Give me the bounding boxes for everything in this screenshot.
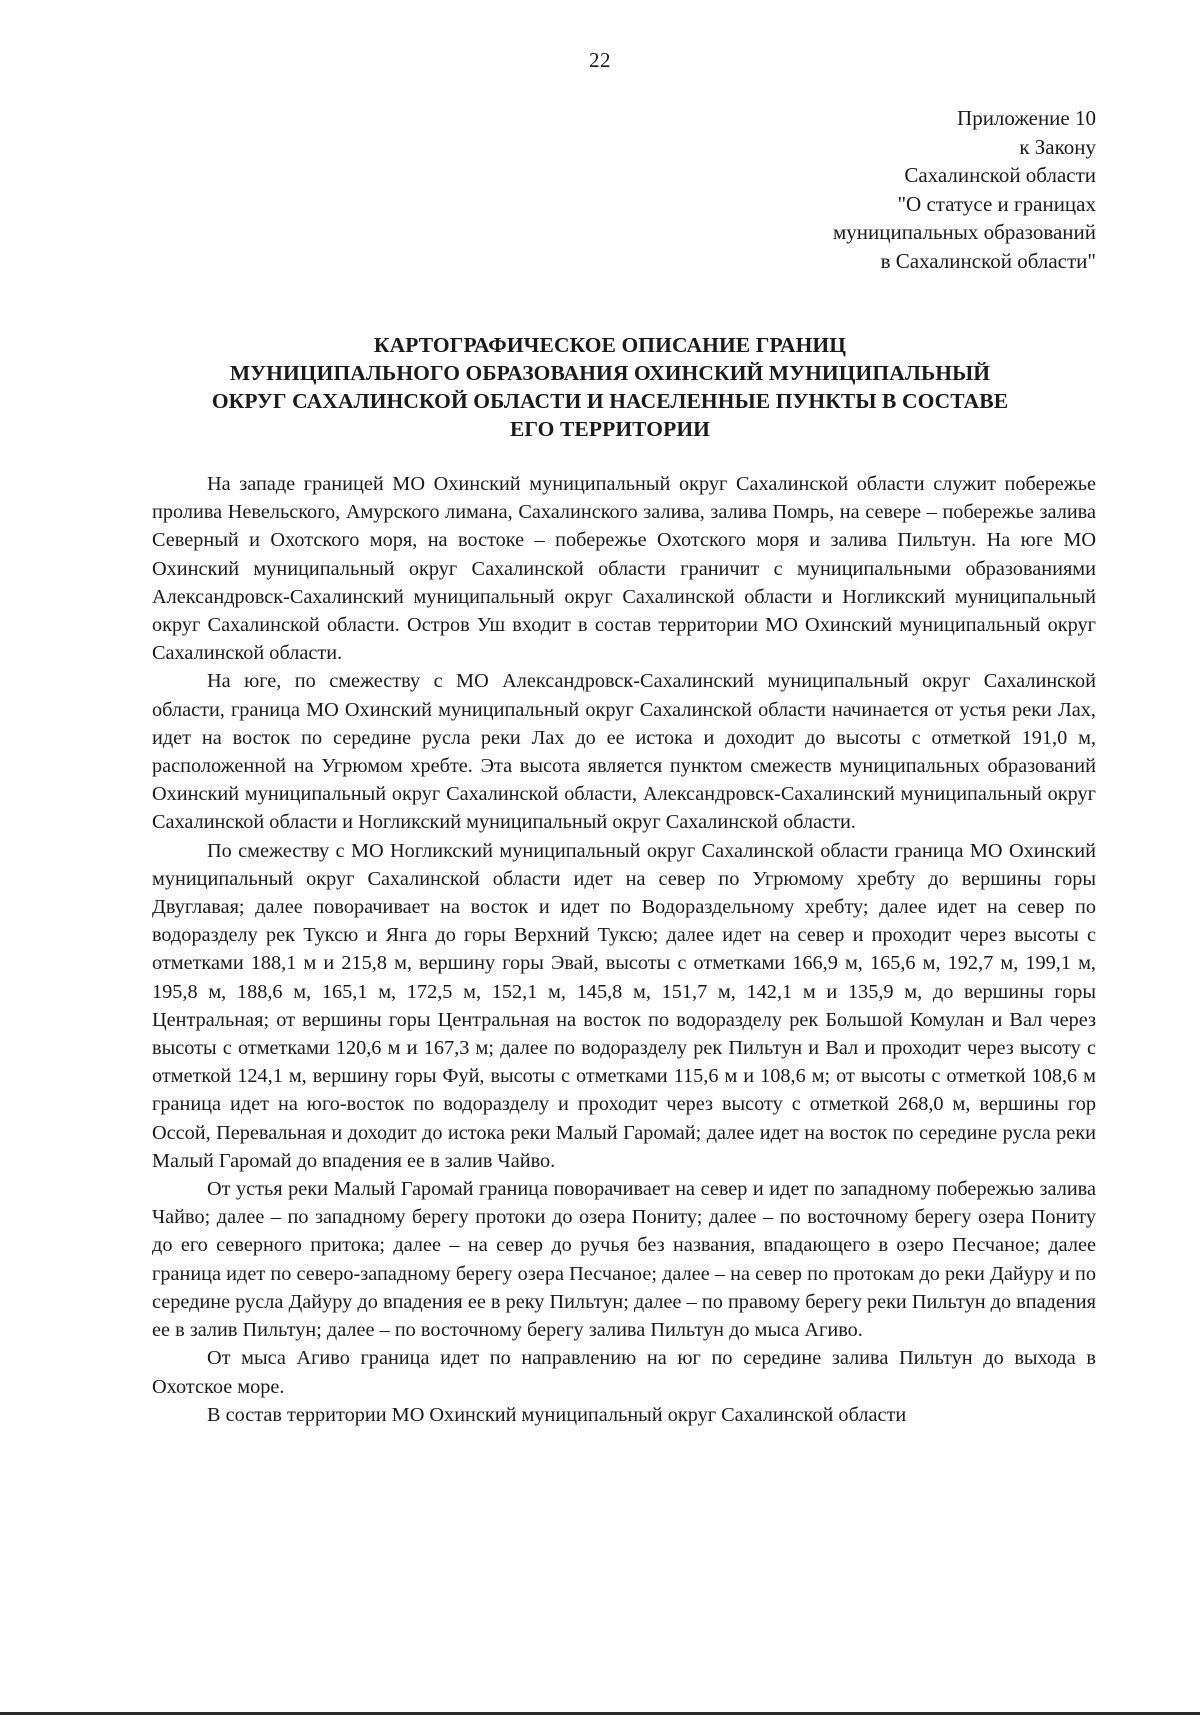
title-line: МУНИЦИПАЛЬНОГО ОБРАЗОВАНИЯ ОХИНСКИЙ МУНИЦИПАЛЬНЫЙ xyxy=(229,361,991,385)
appendix-line: Приложение 10 xyxy=(957,106,1096,130)
appendix-line: муниципальных образований xyxy=(833,220,1096,244)
body-paragraph: От мыса Агиво граница идет по направлению на юг по середине залива Пильтун до выхода в Охотское море. xyxy=(152,1347,1096,1398)
body-paragraph: На юге, по смежеству с МО Александровск-Сахалинский муниципальный округ Сахалинской области, граница МО Охинский муниципальный округ Сахалинской области начинается от устья реки Лах, идет на восток по середине русла реки Лах до ее истока и доходит до высоты с отметкой 191,0 м, расположенной на Угрюмом хребте. Эта высота является пунктом смежеств муниципальных образований Охинский муниципальный округ Сахалинской области, Александровск-Сахалинский муниципальный округ Сахалинской области и Ногликский муниципальный округ Сахалинской области. xyxy=(152,670,1096,834)
title-line: ЕГО ТЕРРИТОРИИ xyxy=(509,417,710,441)
appendix-line: к Закону xyxy=(1019,134,1096,159)
document-body xyxy=(152,470,1096,1429)
body-paragraph: От устья реки Малый Гаромай граница поворачивает на север и идет по западному побережью залива Чайво; далее – по западному берегу протоки до озера Пониту; далее – по восточному берегу озера Пониту до его северного притока; далее – на север до ручья без названия, впадающего в озеро Песчаное; далее граница идет по северо-западному берегу озера Песчаное; далее – на север по протокам до реки Дайуру и по середине русла Дайуру до впадения ее в реку Пильтун; далее – по правому берегу реки Пильтун до впадения ее в залив Пильтун; далее – по восточному берегу залива Пильтун до мыса Агиво. xyxy=(152,1178,1096,1342)
document-title xyxy=(150,331,1070,443)
appendix-line: Сахалинской области xyxy=(904,163,1096,187)
title-line: ОКРУГ САХАЛИНСКОЙ ОБЛАСТИ И НАСЕЛЕННЫЕ ПУНКТЫ В СОСТАВЕ xyxy=(211,389,1009,413)
appendix-line: в Сахалинской области" xyxy=(880,248,1096,273)
page-number: 22 xyxy=(589,48,611,72)
title-line: КАРТОГРАФИЧЕСКОЕ ОПИСАНИЕ ГРАНИЦ xyxy=(373,333,847,357)
appendix-line: "О статусе и границах xyxy=(897,191,1096,216)
body-paragraph: На западе границей МО Охинский муниципальный округ Сахалинской области служит побережье пролива Невельского, Амурского лимана, Сахалинского залива, залива Помрь, на севере – побережье залива Северный и Охотского моря, на востоке – побережье Охотского моря и залива Пильтун. На юге МО Охинский муниципальный округ Сахалинской области граничит с муниципальными образованиями Александровск-Сахалинский муниципальный округ Сахалинской области и Ногликский муниципальный округ Сахалинской области. Остров Уш входит в состав территории МО Охинский муниципальный округ Сахалинской области. xyxy=(152,473,1096,665)
body-paragraph: По смежеству с МО Ногликский муниципальный округ Сахалинской области граница МО Охинский муниципальный округ Сахалинской области идет на север по Угрюмому хребту до вершины горы Двуглавая; далее поворачивает на восток и идет по Водораздельному хребту; далее идет на север по водоразделу рек Туксю и Янга до горы Верхний Туксю; далее идет на север и проходит через высоты с отметками 188,1 м и 215,8 м, вершину горы Эвай, высоты с отметками 166,9 м, 165,6 м, 192,7 м, 199,1 м, 195,8 м, 188,6 м, 165,1 м, 172,5 м, 152,1 м, 145,8 м, 151,7 м, 142,1 м и 135,9 м, до вершины горы Центральная; от вершины горы Центральная на восток по водоразделу рек Большой Комулан и Вал через высоты с отметками 120,6 м и 167,3 м; далее по водоразделу рек Пильтун и Вал и проходит через высоту с отметкой 124,1 м, вершину горы Фуй, высоты с отметками 115,6 м и 108,6 м; от высоты с отметкой 108,6 м граница идет на юго-восток по водоразделу и проходит через высоту с отметкой 268,0 м, вершины гор Оссой, Перевальная и доходит до истока реки Малый Гаромай; далее идет на восток по середине русла реки Малый Гаромай до впадения ее в залив Чайво. xyxy=(152,839,1096,1172)
appendix-reference xyxy=(833,104,1096,275)
body-paragraph: В состав территории МО Охинский муниципальный округ Сахалинской области xyxy=(207,1403,907,1426)
